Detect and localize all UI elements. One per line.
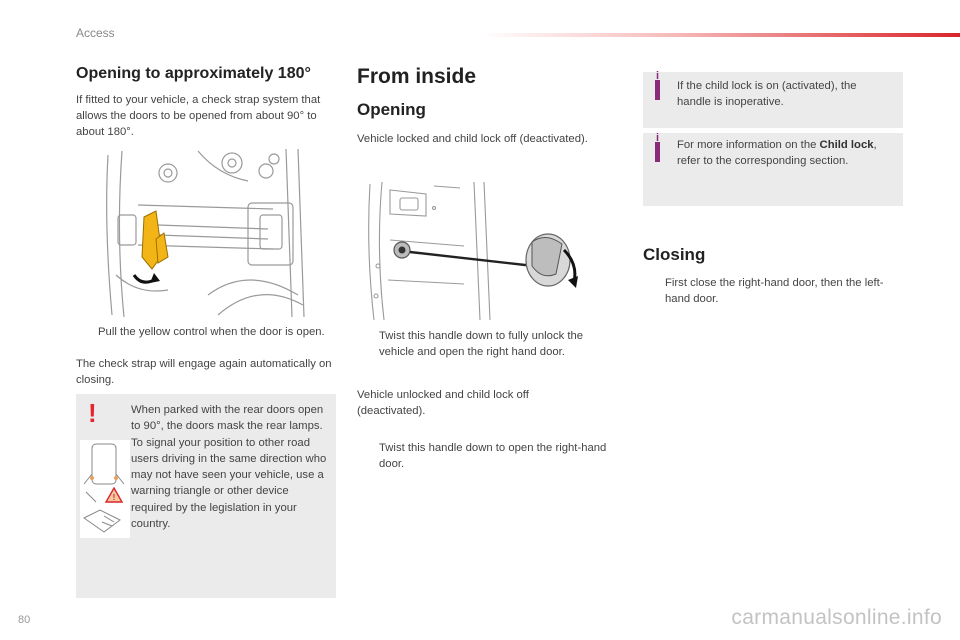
from-inside-heading: From inside (357, 65, 477, 88)
info-icon-2 (655, 142, 660, 162)
child-lock-reference-text: For more information on the Child lock, refer to the corresponding section. (677, 139, 877, 167)
interior-handle-illustration (364, 180, 590, 322)
opening-subheading: Opening (357, 100, 426, 119)
child-lock-on-text: If the child lock is on (activated), the handle is inoperative. (677, 80, 857, 108)
twist-handle-open-bullet: Twist this handle down to open the right-hand door. (379, 442, 607, 470)
check-strap-engage-note: The check strap will engage again automatically on closing. (76, 358, 332, 386)
page-number: 80 (18, 614, 31, 626)
svg-text:!: ! (112, 493, 116, 502)
twist-handle-unlock-bullet: Twist this handle down to fully unlock the vehicle and open the right hand door. (379, 330, 584, 358)
pull-control-bullet: Pull the yellow control when the door is open. (98, 326, 325, 338)
warning-icon: ! (88, 398, 97, 428)
child-lock-link-text: Child lock (819, 139, 874, 151)
rear-doors-triangle-illustration (80, 440, 130, 538)
case-locked-text: Vehicle locked and child lock off (deactivated). (357, 133, 588, 145)
opening-180-heading: Opening to approximately 180° (76, 65, 311, 82)
warning-text: When parked with the rear doors open to 90°, the doors mask the rear lamps. To signal your position to other road users driving in the same direction who may not have seen your vehicle, use a warning triangle or other device required by the legislation in your country. (131, 404, 327, 531)
closing-bullet: First close the right-hand door, then the left-hand door. (665, 277, 884, 305)
info-icon-1 (655, 80, 660, 100)
watermark-url: carmanualsonline.info (731, 606, 942, 629)
check-strap-illustration (98, 145, 328, 321)
section-title: Access (76, 26, 115, 40)
case-unlocked-text: Vehicle unlocked and child lock off (deactivated). (357, 389, 529, 417)
closing-heading: Closing (643, 245, 706, 264)
header-accent-bar (480, 33, 960, 37)
check-strap-intro: If fitted to your vehicle, a check strap system that allows the doors to be opened from about 90° to about 180°. (76, 94, 321, 138)
info-icon-glyph-2: i (655, 132, 660, 144)
info-icon-glyph-1: i (655, 70, 660, 82)
